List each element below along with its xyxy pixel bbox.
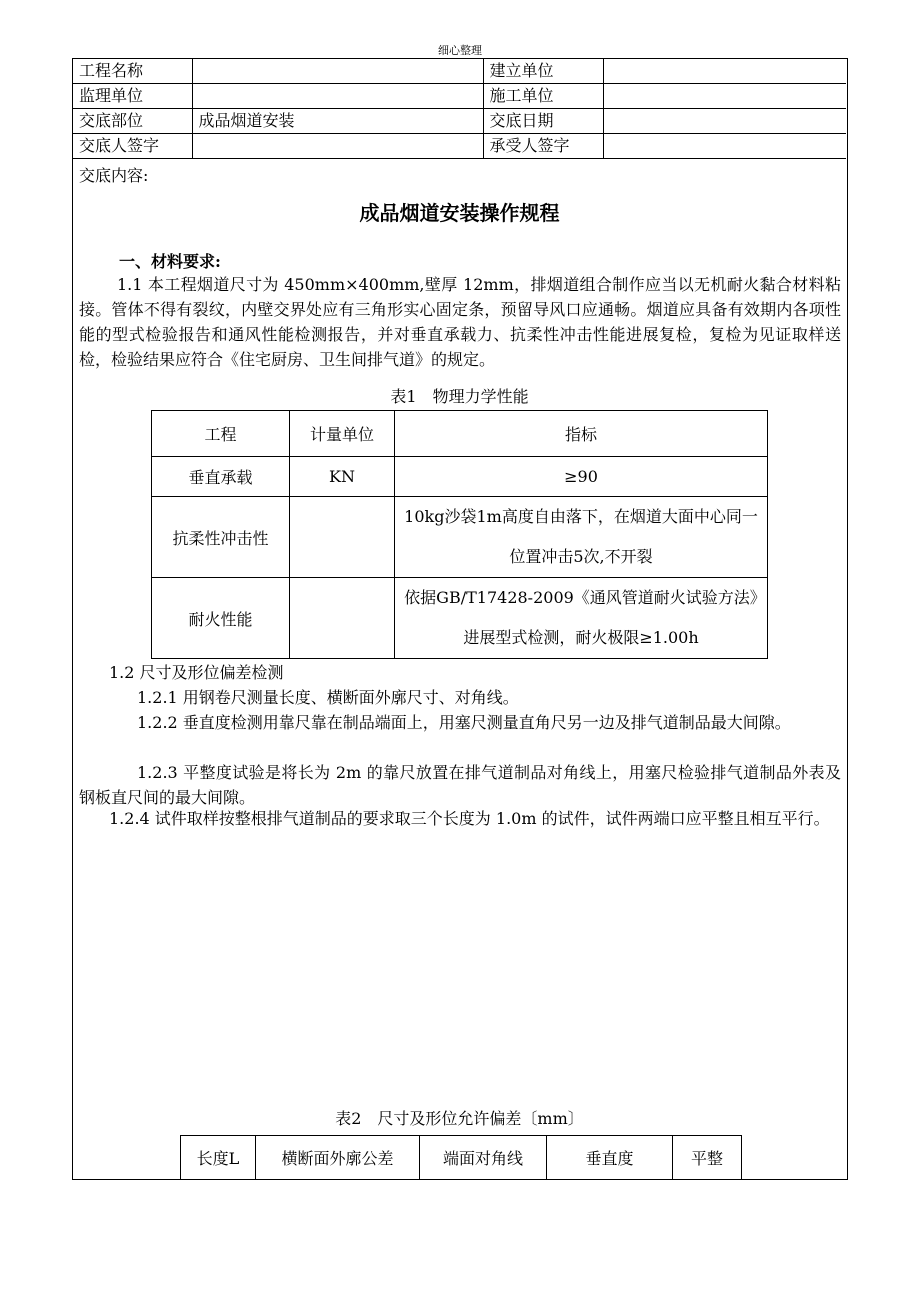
table1-cell-item: 垂直承载 — [152, 457, 290, 497]
construction-value — [603, 84, 846, 109]
signer-value — [192, 134, 483, 159]
physical-properties-table — [151, 410, 768, 659]
paragraph-1-2-4: 1.2.4 试件取样按整根排气道制品的要求取三个长度为 1.0m 的试件，试件两端口应平整且相互平行。 — [109, 809, 830, 828]
table1-cell-item: 耐火性能 — [152, 578, 290, 659]
table2-header-length: 长度L — [181, 1136, 256, 1180]
table1-cell-spec: ≥90 — [395, 457, 768, 497]
project-name-label: 工程名称 — [73, 59, 192, 84]
part-value: 成品烟道安装 — [192, 109, 483, 134]
document-title: 成品烟道安装操作规程 — [359, 201, 560, 225]
section-heading-dimension-check: 1.2 尺寸及形位偏差检测 — [109, 663, 284, 682]
tolerance-table — [180, 1135, 742, 1179]
info-table — [73, 59, 846, 159]
table2-header-diagonal: 端面对角线 — [420, 1136, 547, 1180]
table1-cell-unit: KN — [290, 457, 395, 497]
table1-cell-unit — [290, 497, 395, 578]
table1-header-spec: 指标 — [395, 411, 768, 457]
construction-label: 施工单位 — [483, 84, 603, 109]
info-row-part — [73, 109, 846, 134]
table2-header-row — [181, 1136, 742, 1180]
table2-caption: 表2 尺寸及形位允许偏差〔mm〕 — [335, 1109, 584, 1128]
content-label: 交底内容: — [79, 166, 149, 185]
table2-header-verticality: 垂直度 — [547, 1136, 673, 1180]
receiver-value — [603, 134, 846, 159]
build-unit-value — [603, 59, 846, 84]
project-name-value — [192, 59, 483, 84]
paragraph-1-2-2: 1.2.2 垂直度检测用靠尺靠在制品端面上，用塞尺测量直角尺另一边及排气道制品最大间隙。 — [137, 713, 791, 732]
info-row-project — [73, 59, 846, 84]
paragraph-1-2-3: 1.2.3 平整度试验是将长为 2m 的靠尺放置在排气道制品对角线上，用塞尺检验排气道制品外表及钢板直尺间的最大间隙。 — [79, 763, 841, 807]
table2-header-flatness: 平整 — [673, 1136, 742, 1180]
paragraph-1-2-1: 1.2.1 用钢卷尺测量长度、横断面外廓尺寸、对角线。 — [137, 688, 519, 707]
table1-cell-spec: 依据GB/T17428-2009《通风管道耐火试验方法》进展型式检测，耐火极限≥1.00h — [395, 578, 768, 659]
page-header: 细心整理 — [438, 44, 482, 57]
table-row — [152, 578, 768, 659]
paragraph-1-1: 1.1 本工程烟道尺寸为 450mm×400mm,壁厚 12mm，排烟道组合制作应当以无机耐火黏合材料粘接。管体不得有裂纹，内壁交界处应有三角形实心固定条，预留导风口应通畅。烟道应具备有效期内各项性能的型式检验报告和通风性能检测报告，并对垂直承载力、抗柔性冲击性能进展复检，复检为见证取样送检，检验结果应符合《住宅厨房、卫生间排气道》的规定。 — [79, 275, 841, 369]
part-label: 交底部位 — [73, 109, 192, 134]
table1-caption: 表1 物理力学性能 — [390, 387, 529, 406]
table1-header-item: 工程 — [152, 411, 290, 457]
table1-cell-spec: 10kg沙袋1m高度自由落下，在烟道大面中心同一位置冲击5次,不开裂 — [395, 497, 768, 578]
signer-label: 交底人签字 — [73, 134, 192, 159]
table-row — [152, 497, 768, 578]
supervision-value — [192, 84, 483, 109]
disclosure-form — [72, 58, 848, 1180]
date-value — [603, 109, 846, 134]
info-row-supervision — [73, 84, 846, 109]
table2-header-outline: 横断面外廓公差 — [256, 1136, 420, 1180]
table1-header-row — [152, 411, 768, 457]
table1-cell-item: 抗柔性冲击性 — [152, 497, 290, 578]
supervision-label: 监理单位 — [73, 84, 192, 109]
info-row-signer — [73, 134, 846, 159]
table-row — [152, 457, 768, 497]
build-unit-label: 建立单位 — [483, 59, 603, 84]
section-heading-materials: 一、材料要求: — [119, 252, 221, 271]
table1-cell-unit — [290, 578, 395, 659]
receiver-label: 承受人签字 — [483, 134, 603, 159]
table1-header-unit: 计量单位 — [290, 411, 395, 457]
date-label: 交底日期 — [483, 109, 603, 134]
